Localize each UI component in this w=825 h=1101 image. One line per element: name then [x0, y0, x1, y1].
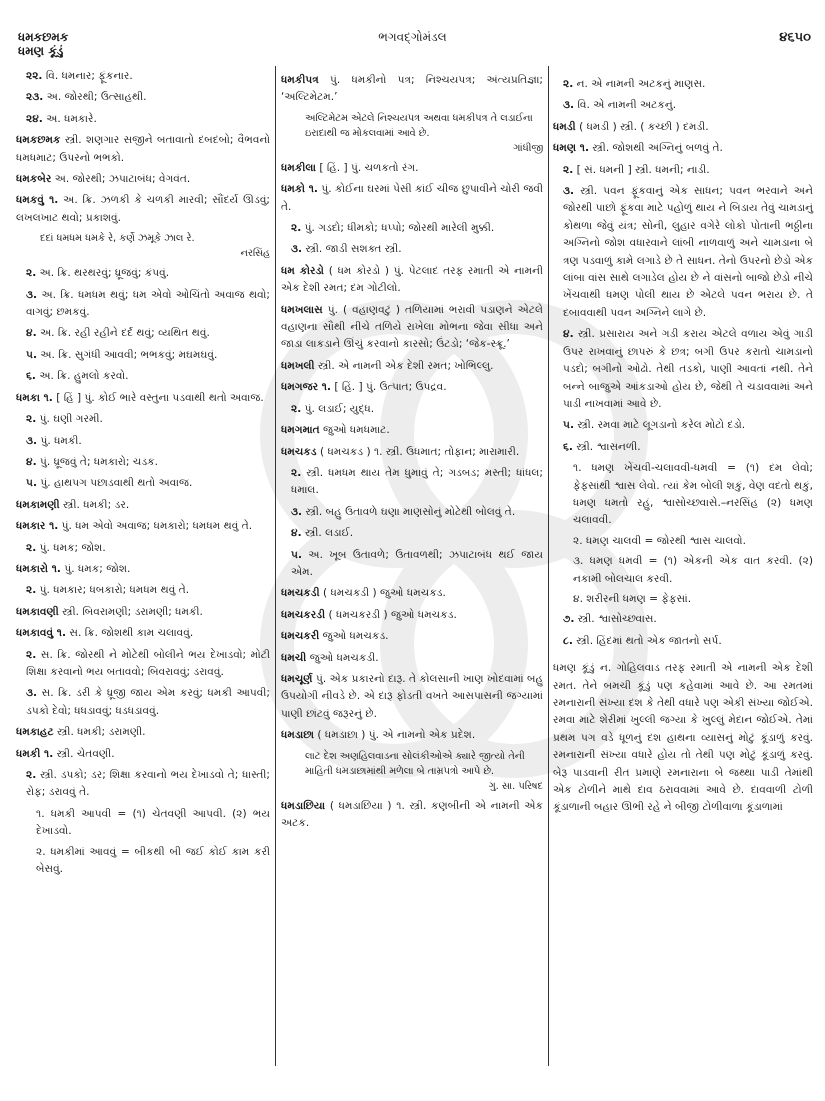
sense-text: સ્ત્રી. હિંદમાં થતો એક જાતનો સર્પ. [576, 634, 722, 647]
sense-number: ૪. [26, 455, 37, 468]
sense-number: ૨. [26, 648, 37, 661]
running-head-last-word: ધમણ કૂંડું [18, 44, 64, 58]
dictionary-entry [281, 358, 543, 375]
definition-text: પું. ધમ એવો અવાજ; ધમકારો; ધમધમ થવું તે. [61, 520, 253, 533]
dictionary-entry [281, 422, 543, 439]
headword: ધમચૂર્ણ [281, 672, 313, 685]
dictionary-entry [16, 746, 270, 763]
sense-number: ૨. [563, 78, 574, 90]
sense-text: પું. ઘણી ગરમી. [39, 413, 103, 426]
definition-text: સ. ક્રિ. જોશથી કામ ચલાવવું. [69, 627, 194, 640]
sense-item [16, 433, 270, 450]
page-number: ૪૬૫૦ [779, 30, 811, 45]
column-1 [16, 68, 270, 881]
headword: ધમચકડી [281, 587, 320, 600]
sense-text: [ સં. ધમની ] સ્ત્રી. ધમની; નાડી. [576, 163, 710, 176]
page-header [0, 0, 825, 58]
definition-text: પું. એક પ્રકારનો દારૂ. તે કોલસાની ખાણ ખોદવામાં બહુ ઉપયોગી નીવડે છે. એ દારૂ ફોડતી વખતે આસપાસની જગ્યામાં પાણી છાંટવું જરૂરનું છે. [281, 672, 543, 720]
definition-text: સ્ત્રી. ચેતવણી. [56, 747, 115, 760]
sense-text: સ્ત્રી. શ્વાસોચ્છ્વાસ. [577, 613, 657, 626]
sense-number: ૩. [26, 687, 38, 700]
sense-number: ૫. [563, 419, 574, 432]
sense-text: સ્ત્રી. બહુ ઉતાવળે ઘણા માણસોનું મોટેથી બોલવું તે. [305, 505, 516, 518]
quote-source: નરસિંહ [240, 248, 270, 260]
sense-item [16, 111, 270, 128]
sense-item [281, 547, 543, 582]
headword: ધમકીલા [281, 161, 316, 174]
sense-item [16, 582, 270, 599]
sense-number: ૩. [26, 288, 38, 301]
sense-number: ૨. [291, 222, 302, 235]
sense-text: વિ. એ નામની અટકનું. [577, 99, 677, 112]
headword: ધમકારો ૧. [16, 562, 61, 575]
sense-number: ૨. [26, 769, 37, 781]
idiom-item: ૩. ધમણ ધમવી = (૧) એકની એક વાત કરવી. (૨) નકામી બોલચાલ કરવી. [573, 555, 813, 585]
sense-text: અ. ક્રિ. સુગંધી આવવી; ભભકવું; મઘમઘવું. [40, 348, 218, 361]
sense-item [281, 241, 543, 258]
dictionary-entry [281, 444, 543, 461]
sense-text: સ્ત્રી. પ્રસારાય અને ગડી કરાય એટલે વળાય એવું ગાડી ઉપર રાખવાનું છાપરું કે છત્ર; બગી ઉપર કરાતો ચામડાનો પડદો; બગીનો ઓઢો. તેથી તડકો, પાણી આવતાં નથી. તેને બન્ને બાજુએ આંકડાઓ હોય છે, જેથી તે ચડાવવામાં અને પાડી નાખવામાં આવે છે. [563, 328, 813, 410]
sense-number: ૫. [26, 477, 37, 490]
page-title: ભગવદ્ગોમંડલ [378, 30, 447, 44]
sense-number: ૩. [26, 434, 38, 447]
idiom-item: ૧. ધમકી આપવી = (૧) ચેતવણી આપવી. (૨) ભય દેખાડવો. [36, 807, 270, 838]
sense-item [16, 325, 270, 342]
headword: ધમગમાત [281, 424, 320, 437]
sense-item [281, 504, 543, 521]
sense-text: અ. ક્રિ. થરથરવું; ધ્રૂજવું; કંપવું. [39, 267, 170, 280]
dictionary-entry [281, 72, 543, 107]
sense-number: ૮. [563, 634, 573, 647]
definition-text: જુઓ ધમધમાટ. [323, 424, 390, 437]
definition-text: ન. ગોહિલવાડ તરફ રમાતી એ નામની એક દેશી રમત. તેને બમચી કૂંડું પણ કહેવામાં આવે છે. આ રમતમાં રમનારાની સંખ્યા દશ કે તેથી વધારે પણ એકી સંખ્યા જોઈએ. રમવા માટે શેરીમાં ખુલ્લી જગ્યા કે ખુલ્લું મેદાન જોઈએ. તેમાં પ્રથમ પગ વડે ધૂળનું દશ હાથના વ્યાસનું મોટું કૂંડાળું કરવું. રમનારાની સંખ્યા વધારે હોય તો તેથી પણ મોટું કૂંડાળું કરવું. બેરૂ પાડવાની રીત પ્રમાણે રમનારાના બે જથ્થા પાડી તેમાંથી એક ટોળીને માથે દાવ ઠરાવવામાં આવે છે. દાવવાળી ટોળી કૂંડાળાની બહાર ઊભી રહે ને બીજી ટોળીવાળા કૂંડાળામાં [553, 662, 813, 814]
definition-text: જુઓ ધમચકડી. [309, 651, 379, 664]
headword: ધમડાછા [281, 729, 315, 742]
definition-text: સ્ત્રી. ધમકી; ડર. [63, 498, 130, 511]
definition-text: ( ધમચકડી ) જુઓ ધમચકડ. [323, 587, 446, 600]
sense-number: ૭. [563, 613, 575, 626]
dictionary-entry [16, 132, 270, 167]
dictionary-entry [281, 263, 543, 298]
definition-text: ( ધમચકડ ) ૧. સ્ત્રી. ઉધમાત; તોફાન; મારામારી. [319, 445, 520, 458]
quote-source: ગુ. સા. પરિષદ [488, 780, 543, 792]
sense-number: ૩. [291, 505, 303, 518]
running-head-first-word: ધમકછમક [18, 30, 69, 44]
dictionary-entry [16, 724, 270, 741]
sense-number: ૫. [291, 548, 302, 561]
dictionary-entry [281, 585, 543, 602]
column-3 [553, 76, 813, 821]
idiom-item: ૨. ધમકીમાં આવવું = બીકથી બી જઈ કોઈ કામ કરી બેસવું. [36, 845, 270, 876]
sense-text: સ્ત્રી. ધમધમ થાય તેમ ધુમાવું તે; ગડબડ; મસ્તી; ધાંધલ; ધમાલ. [291, 466, 544, 497]
dictionary-entry [281, 671, 543, 723]
definition-text: પું. ( વહાણવટું ) તળિયામાં ભરાવી પડાણને એટલે વહાણના સૌથી નીચે તળિયે રાખેલા મોભના જેવા સીધા અને જાડા લાકડાને ઊંચું કરવાનો કારસો; ઉંટડો; ‘જેક-સ્ક્રૂ.’ [281, 303, 543, 351]
definition-text: ( ધમડાછા ) પું. એ નામનો એક પ્રદેશ. [317, 729, 476, 742]
dictionary-entry [281, 181, 543, 216]
headword: ધમકાવવું ૧. [16, 627, 67, 640]
sense-number: ૨૪. [26, 112, 43, 125]
sense-item [553, 439, 813, 456]
sense-item [553, 97, 813, 114]
idiom-item: ૧. ધમણ ખેંચવી-ચલાવવી-ધમવી = (૧) દમ લેવો; ફેફસાંથી શ્વાસ લેવો. ત્યાં કેમ બોલી શકું, વેણ વદતો થકું, ધમણ ધમતો રહું, શ્વાસોચ્છ્વાસે.–નરસિંહ (૨) ધમણ ચલાવવી. [573, 462, 813, 527]
headword: ધમચી [281, 651, 307, 664]
definition-text: અ. જોરથી; ઝપાટાબંધ; વેગવંત. [54, 173, 191, 186]
sense-text: સ્ત્રી. શ્વાસનળી. [576, 440, 641, 453]
sense-item [553, 76, 813, 93]
sense-item [553, 611, 813, 628]
sense-item [16, 540, 270, 557]
citation-quote [40, 231, 270, 261]
sense-item [281, 465, 543, 500]
headword: ધમકવું ૧. [16, 194, 59, 207]
column-divider-1 [275, 66, 276, 1066]
dictionary-entry [281, 607, 543, 624]
sense-text: પું. ધમક; જોશ. [39, 541, 106, 554]
headword: ધમણ ૧. [553, 142, 589, 155]
sense-text: સ. ક્રિ. જોરથી ને મોટેથી બોલીને ભય દેખાડવો; મોટી શિક્ષા કરવાનો ભય બતાવવો; બિવરાવવું; ડરાવવું. [26, 648, 270, 678]
quote-source: ગાંધીજી [513, 142, 543, 154]
sense-item [16, 265, 270, 282]
sense-number: ૨. [291, 466, 302, 479]
definition-text: સ્ત્રી. બિવરામણી; ડરામણી; ધમકી. [62, 605, 203, 618]
sense-item [553, 162, 813, 179]
sense-item [281, 220, 543, 237]
sense-text: પું. ધમકી. [40, 434, 82, 447]
sense-item [16, 647, 270, 682]
dictionary-entry [281, 160, 543, 177]
sense-text: સ્ત્રી. જાડી સશક્ત સ્ત્રી. [305, 243, 402, 256]
dictionary-entry [16, 390, 270, 407]
idiom-item: ૨. ધમણ ચાલવી = જોરથી શ્વાસ ચાલવો. [573, 534, 746, 547]
sense-text: અ. ખૂબ ઉતાવળે; ઉતાવળથી; ઝપાટાબંધ થઈ જાય એમ. [291, 548, 543, 578]
sense-number: ૨. [26, 541, 37, 554]
headword: ધમકાહટ [16, 726, 54, 739]
headword: ધમચકડ [281, 445, 317, 458]
sense-number: ૩. [291, 243, 303, 256]
sense-text: પું. ગડદો; ધીમકો; ધપ્પો; જોરથી મારેલી મુક્કી. [304, 222, 495, 235]
sense-item [281, 401, 543, 418]
sense-text: સ્ત્રી. ડપકો; ડર; શિક્ષા કરવાનો ભય દેખાડવો તે; ધાસ્તી; રોફ; ડરાવવું તે. [26, 769, 270, 799]
sense-text: અ. ક્રિ. ધમધમ થવું; ધમ એવો ઓચિંતો અવાજ થવો; વાગવું; છમકવું. [26, 288, 270, 319]
dictionary-entry [281, 727, 543, 744]
headword: ધમચકરી [281, 630, 320, 643]
sense-text: વિ. ધમનાર; ફૂંકનાર. [45, 70, 133, 82]
definition-text: ( ધમડાછિયા ) ૧. સ્ત્રી. કણબીની એ નામની એક અટક. [281, 799, 544, 829]
sense-number: ૪. [26, 327, 37, 340]
sense-text: પું. ધમકાર; ધબકારો; ધમધમ થવું તે. [39, 584, 190, 597]
definition-text: [ હિં ] પું. કોઈ ભારે વસ્તુના પડવાથી થતો અવાજ. [56, 391, 264, 404]
sense-item [16, 475, 270, 492]
headword: ધમખલાસ [281, 303, 323, 316]
sense-text: અ. ક્રિ. રહી રહીને દર્દ થવું; વ્યથિત થવું. [39, 327, 210, 340]
headword: ધમડી [553, 120, 576, 133]
dictionary-entry [553, 119, 813, 136]
headword: ધમચકરડી [281, 608, 326, 621]
headword: ધમકબેર [16, 173, 52, 186]
headword: ધમકાવણી [16, 605, 59, 618]
dictionary-entry [16, 497, 270, 514]
definition-text: સ્ત્રી. એ નામની એક દેશી રમત; ખોભિલ્લુ. [317, 359, 494, 372]
sense-item [553, 326, 813, 413]
sense-text: સ્ત્રી. લડાઈ. [304, 527, 354, 540]
sense-text: પું. ધ્રૂજવું તે; ધમકારો; ચડક. [39, 455, 158, 468]
definition-text: સ્ત્રી. જોશથી અગ્નિનું બળવું તે. [592, 142, 723, 155]
sense-text: અ. ધમકારે. [46, 112, 97, 125]
sense-number: ૨. [26, 584, 37, 597]
definition-text: [ હિં. ] પું. ચળકતો રંગ. [319, 161, 419, 174]
dictionary-entry [16, 192, 270, 227]
quote-text: દદાં ધમધમ ધમકે રે, કર્ણે ઝમૂકે ઝાલ રે. [40, 233, 195, 245]
sense-number: ૩. [563, 99, 575, 112]
headword: ધમકા ૧. [16, 391, 53, 404]
sense-item [16, 287, 270, 322]
sense-text: સ્ત્રી. રમવા માટે લૂગડાનો કરેલ મોટો દડો. [577, 419, 746, 432]
sense-number: ૨. [563, 163, 574, 176]
sense-text: પું. લડાઈ; યુદ્ધ. [304, 402, 375, 415]
citation-quote [305, 111, 543, 156]
headword: ધમગજર ૧. [281, 381, 331, 394]
sense-number: ૪. [563, 328, 574, 341]
sense-item [281, 525, 543, 542]
sense-item [16, 411, 270, 428]
definition-text: ( ધમ કોરડો ) પું. પેટલાદ તરફ રમાતી એ નામની એક દેશી રમત; દમ ગોટીલો. [281, 264, 543, 295]
sense-item [16, 368, 270, 385]
column-2 [281, 72, 543, 836]
dictionary-entry [281, 379, 543, 396]
dictionary-entry [281, 628, 543, 645]
sense-item [16, 685, 270, 720]
sense-item [16, 89, 270, 106]
dictionary-entry [281, 650, 543, 667]
dictionary-entry [16, 604, 270, 621]
sense-number: ૨૨. [26, 70, 43, 82]
sense-number: ૨૩. [26, 91, 44, 104]
quote-text: લાટ દેશ અણહિલવાડના સોલંકીઓએ ક્યારે જીત્યો તેની માહિતી ધમડાછામાંથી મળેલા બે તામ્રપત્રો આપે છે. [305, 750, 525, 777]
headword: ધમણ કૂંડું [553, 662, 595, 675]
definition-text: [ હિં. ] પું. ઉત્પાત; ઉપદ્રવ. [334, 381, 447, 394]
citation-quote [305, 749, 543, 794]
sense-item [16, 454, 270, 471]
sense-item [16, 767, 270, 802]
quote-text: અલ્ટિમેટમ એટલે નિશ્ચયપત્ર અથવા ધમકીપત્ર તે લડાઈના ઇરાદાથી જ મોકલવામાં આવે છે. [305, 112, 533, 139]
sense-text: સ. ક્રિ. ડરી કે ધ્રૂજી જાય એમ કરવું; ધમકી આપવી; ડપકો દેવો; ધધડાવવું; ધડધડાવવું. [26, 687, 270, 717]
dictionary-entry [16, 625, 270, 642]
dictionary-entry [16, 171, 270, 188]
sense-item [553, 417, 813, 434]
sense-number: ૬. [563, 440, 573, 453]
definition-text: પું. ધમક; જોશ. [64, 562, 131, 575]
idiom-item: ૪. શરીરની ધમણ = ફેફસાં. [573, 592, 692, 605]
dictionary-entry [553, 660, 813, 817]
sense-text: પું. હાથપગ પછાડવાથી થતો અવાજ. [40, 477, 193, 490]
headword: ધમ કોરડો [281, 264, 324, 277]
headword: ધમખલી [281, 359, 315, 372]
sense-text: સ્ત્રી. પવન ફૂંકવાનું એક સાધન; પવન ભરવાને અને જોરથી પાછો ફૂંકવા માટે પહોળું થાય ને બિડાય તેવું ચામડાનું કોથળા જેવું યંત્ર; સોની, લુહાર વગેરે લોકો પોતાની ભઠ્ઠીના અગ્નિનો જોશ વધારવાને લાંબી નાળવાળું અને ચામડાના બે ત્રણ પડવાળું કામે લગાડે છે તે સાધન. તેનો ઉપરનો છેડો એક લાંબા વાંસ સાથે લગાડેલ હોય છે ને વાંસનો બાજો છેડો નીચે ખેંચવાથી ધમણ પોલી થાય છે એટલે પવન ભરાય છે. તે દબાવવાથી પવન અગ્નિને લાગે છે. [563, 185, 813, 319]
definition-text: પું. ધમકીનો પત્ર; નિશ્ચયપત્ર; અંત્યપ્રતિજ્ઞા; ‘અલ્ટિમેટમ.’ [281, 74, 543, 104]
sense-number: ૨. [26, 267, 37, 280]
headword: ધમકી ૧. [16, 747, 54, 760]
dictionary-entry [281, 302, 543, 354]
sense-number: ૩. [563, 185, 575, 198]
headword: ધમકાર ૧. [16, 520, 59, 533]
sense-number: ૬. [26, 370, 36, 383]
definition-text: અ. ક્રિ. ઝળકી કે ચળકી મારવી; સૌંદર્ય ઊડવું; લખલખાટ થવો; પ્રકાશવું. [16, 194, 270, 224]
sense-item [553, 183, 813, 322]
definition-text: ( ધમચકરડી ) જુઓ ધમચકડ. [328, 608, 457, 621]
definition-text: સ્ત્રી. શણગાર સજીને બતાવાતો દબદબો; વૈભવનો ધમધમાટ; ઉપરનો ભભકો. [16, 134, 271, 164]
dictionary-entry [281, 798, 543, 833]
definition-text: પું. કોઈના ઘરમાં પેસી કાંઈ ચીજ છુપાવીને ચોરી જવી તે. [281, 183, 543, 213]
sense-number: ૫. [26, 348, 37, 361]
headword: ધમકીપત્ર [281, 74, 319, 86]
headword: ધમકછમક [16, 134, 61, 147]
headword: ધમકો ૧. [281, 183, 318, 196]
sense-number: ૨. [291, 402, 302, 415]
dictionary-entry [16, 518, 270, 535]
definition-text: સ્ત્રી. ધમકી; ડરામણી. [56, 726, 146, 739]
dictionary-entry [553, 140, 813, 157]
sense-text: ન. એ નામની અટકનું માણસ. [576, 78, 706, 90]
dictionary-entry [16, 561, 270, 578]
sense-text: અ. જોરથી; ઉત્સાહથી. [46, 91, 147, 104]
sense-number: ૪. [291, 527, 302, 540]
sense-number: ૨. [26, 413, 37, 426]
definition-text: જુઓ ધમચકડ. [322, 630, 389, 643]
headword: ધમકામણી [16, 498, 60, 511]
definition-text: ( ધમડી ) સ્ત્રી. ( કચ્છી ) દમડી. [579, 120, 709, 133]
headword: ધમડાછિયા [281, 799, 326, 812]
sense-item [553, 633, 813, 650]
sense-item [16, 68, 270, 85]
sense-text: અ. ક્રિ. હુમલો કરવો. [39, 370, 129, 383]
column-divider-2 [548, 66, 549, 1066]
sense-item [16, 347, 270, 364]
